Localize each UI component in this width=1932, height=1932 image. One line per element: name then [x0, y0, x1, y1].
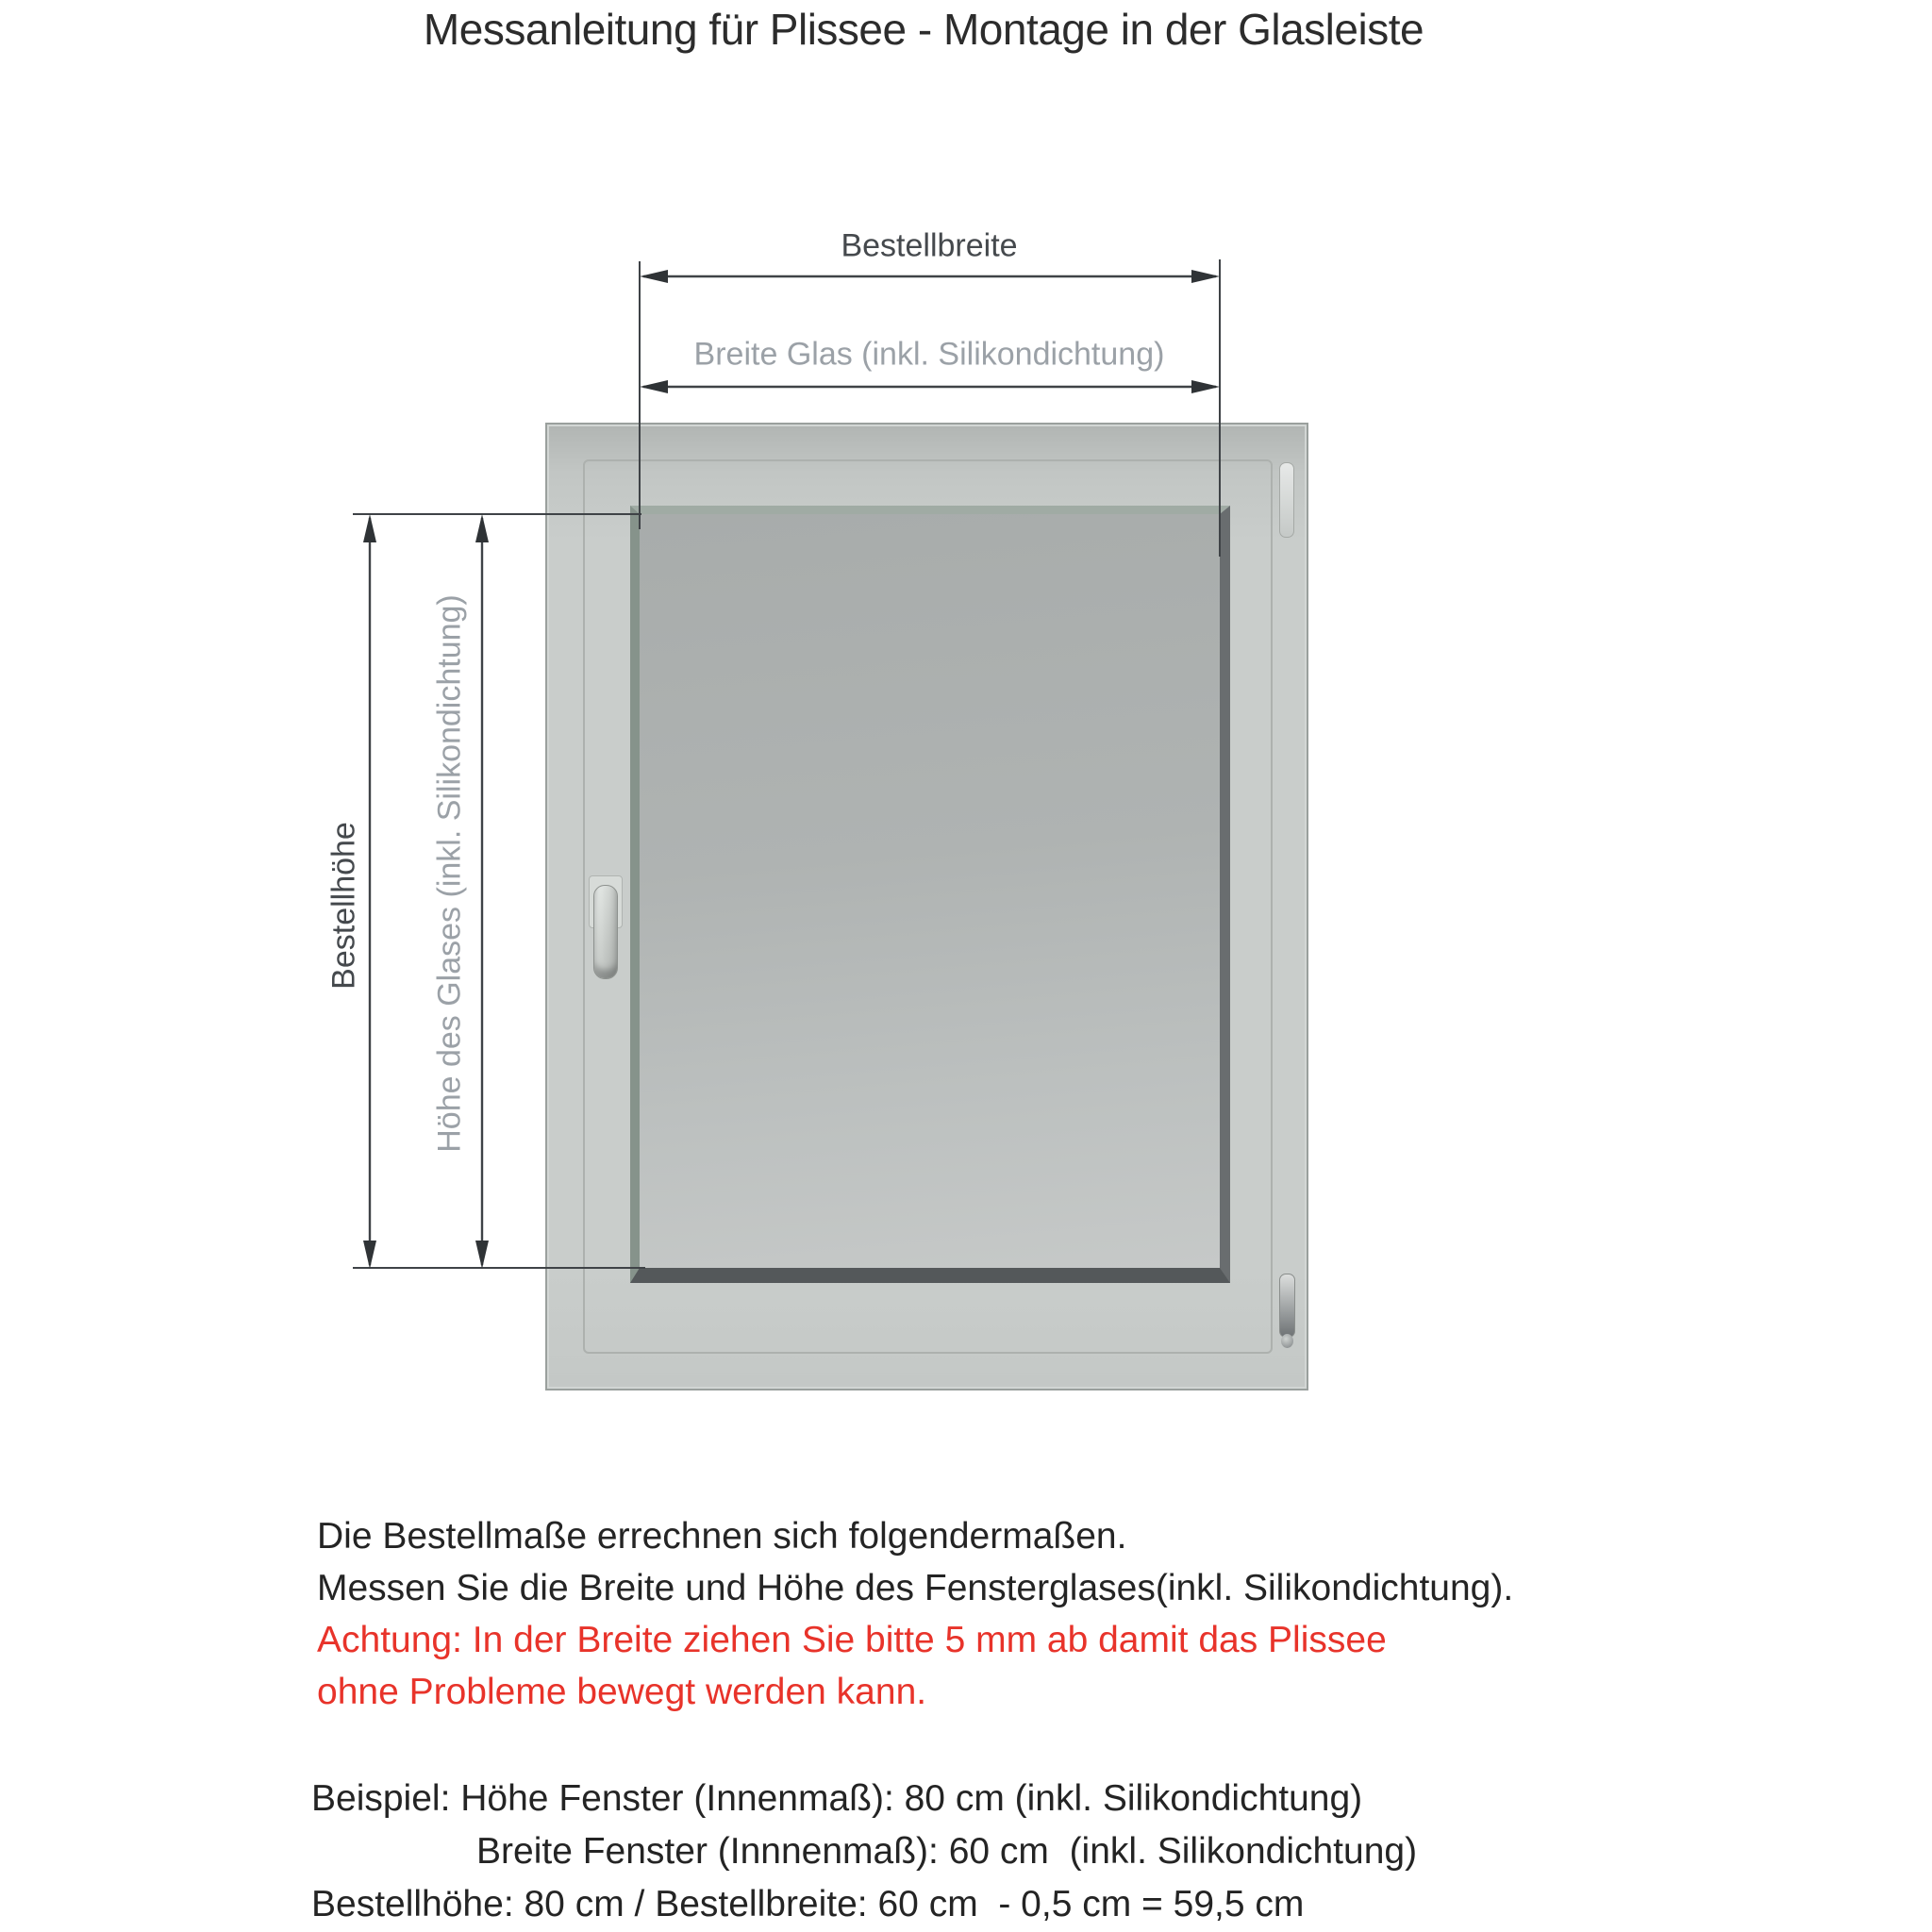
instruction-line-2: Messen Sie die Breite und Höhe des Fensterglases(inkl. Silikondichtung).	[317, 1568, 1514, 1608]
example-line-3: Bestellhöhe: 80 cm / Bestellbreite: 60 cm - 0,5 cm = 59,5 cm	[311, 1884, 1305, 1924]
window-hinge-knob	[1281, 1334, 1293, 1348]
order-height-dimension-arrow	[360, 514, 379, 1269]
glass-width-label: Breite Glas (inkl. Silikondichtung)	[693, 336, 1165, 373]
window-hinge-bottom-right	[1279, 1274, 1295, 1338]
warning-line-2: ohne Probleme bewegt werden kann.	[317, 1672, 927, 1712]
instructions-block	[317, 1510, 1513, 1718]
instruction-line-1: Die Bestellmaße errechnen sich folgendermaßen.	[317, 1516, 1127, 1557]
arrowhead-top-icon	[475, 514, 489, 542]
order-width-label: Bestellbreite	[841, 227, 1018, 264]
window-handle	[593, 885, 618, 979]
glass-height-dimension-arrow	[473, 514, 491, 1269]
example-line-2: Breite Fenster (Innnenmaß): 60 cm (inkl. Silikondichtung)	[476, 1831, 1418, 1872]
example-line-1: Beispiel: Höhe Fenster (Innenmaß): 80 cm (inkl. Silikondichtung)	[311, 1778, 1363, 1819]
warning-line-1: Achtung: In der Breite ziehen Sie bitte 5 mm ab damit das Plissee	[317, 1620, 1387, 1660]
extension-line-glass-top	[353, 513, 641, 515]
window-hinge-top-right	[1279, 462, 1294, 538]
arrowhead-top-icon	[363, 514, 376, 542]
window-glass-pane	[630, 506, 1230, 1283]
order-height-label: Bestellhöhe	[325, 822, 362, 990]
page-title: Messanleitung für Plissee - Montage in der Glasleiste	[423, 5, 1424, 54]
glass-height-label: Höhe des Glases (inkl. Silikondichtung)	[431, 594, 468, 1153]
example-calculation-block	[311, 1773, 1417, 1931]
extension-line-glass-bottom	[353, 1267, 645, 1269]
arrowhead-right-icon	[1191, 270, 1220, 283]
arrowhead-bottom-icon	[475, 1241, 489, 1269]
arrowhead-right-icon	[1191, 380, 1220, 393]
arrowhead-bottom-icon	[363, 1241, 376, 1269]
arrowhead-left-icon	[640, 380, 668, 393]
extension-line-glass-right	[1219, 259, 1221, 557]
glass-width-dimension-arrow	[640, 377, 1220, 396]
order-width-dimension-arrow	[640, 267, 1220, 286]
arrowhead-left-icon	[640, 270, 668, 283]
